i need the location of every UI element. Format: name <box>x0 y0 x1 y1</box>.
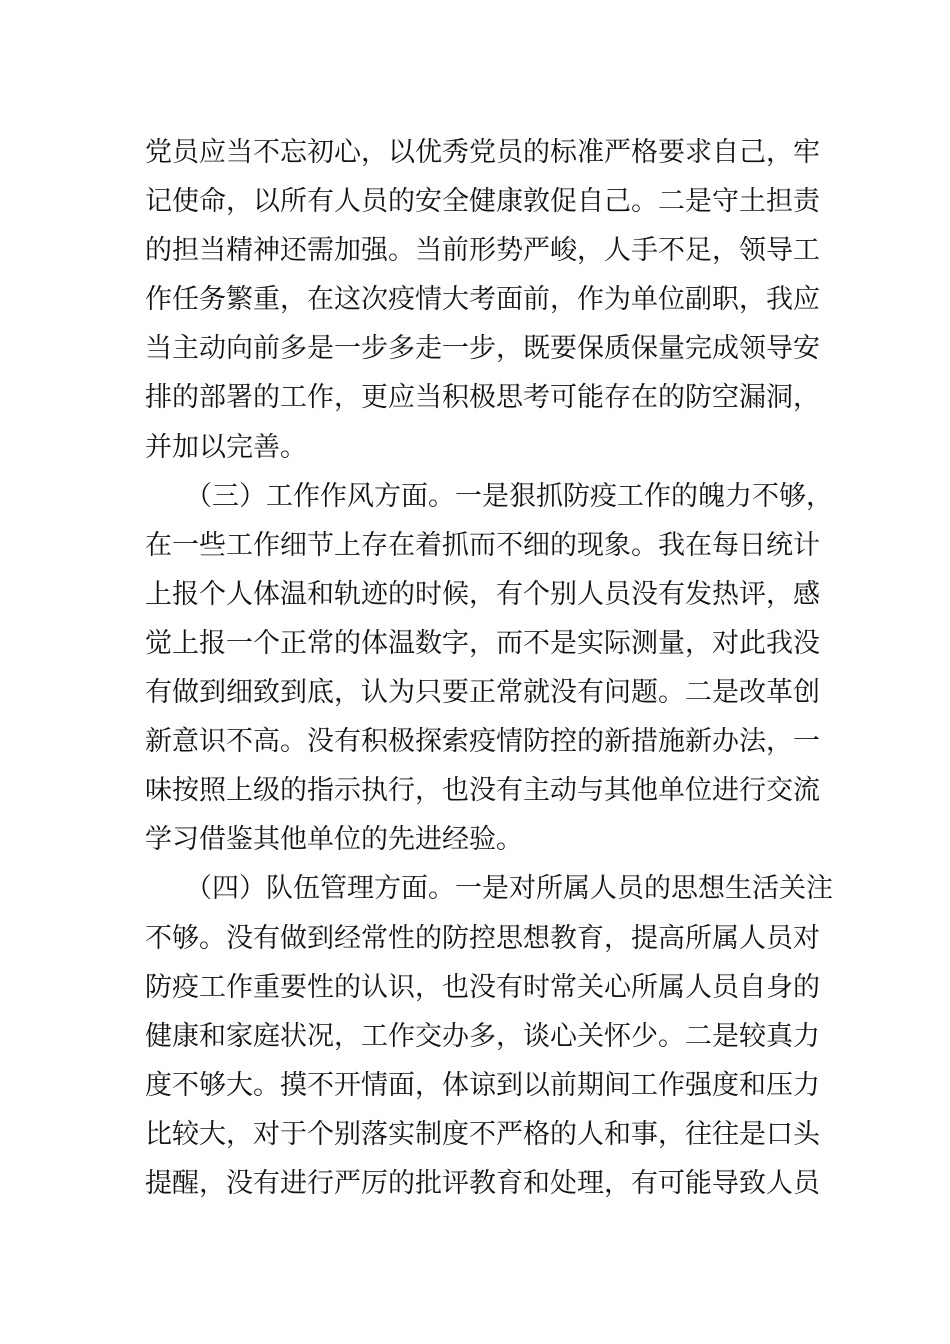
text-line: 当主动向前多是一步多走一步，既要保质保量完成领导安 <box>145 333 820 365</box>
paragraph-team-management <box>145 864 833 1208</box>
text-line: 度不够大。摸不开情面，体谅到以前期间工作强度和压力 <box>145 1069 820 1101</box>
text-line: 在一些工作细节上存在着抓而不细的现象。我在每日统计 <box>145 529 820 561</box>
text-line: 学习借鉴其他单位的先进经验。 <box>145 824 523 856</box>
text-line: 健康和家庭状况，工作交办多，谈心关怀少。二是较真力 <box>145 1020 820 1052</box>
text-line: （四）队伍管理方面。一是对所属人员的思想生活关注 <box>185 873 833 905</box>
text-line: 觉上报一个正常的体温数字，而不是实际测量，对此我没 <box>145 627 820 659</box>
text-line: （三）工作作风方面。一是狠抓防疫工作的魄力不够， <box>185 480 833 512</box>
text-line: 比较大，对于个别落实制度不严格的人和事，往往是口头 <box>145 1118 820 1150</box>
text-line: 提醒，没有进行严厉的批评教育和处理，有可能导致人员 <box>145 1167 820 1199</box>
text-line: 有做到细致到底，认为只要正常就没有问题。二是改革创 <box>145 677 820 709</box>
text-line: 新意识不高。没有积极探索疫情防控的新措施新办法，一 <box>145 726 820 758</box>
text-line: 上报个人体温和轨迹的时候，有个别人员没有发热评，感 <box>145 578 820 610</box>
text-line: 记使命，以所有人员的安全健康敦促自己。二是守土担责 <box>145 186 820 218</box>
text-line: 味按照上级的指示执行，也没有主动与其他单位进行交流 <box>145 775 820 807</box>
text-line: 不够。没有做到经常性的防控思想教育，提高所属人员对 <box>145 922 820 954</box>
paragraph-work-style <box>145 472 833 865</box>
text-line: 的担当精神还需加强。当前形势严峻，人手不足，领导工 <box>145 235 820 267</box>
document-body <box>145 128 833 1208</box>
text-line: 并加以完善。 <box>145 431 307 463</box>
text-line: 党员应当不忘初心，以优秀党员的标准严格要求自己，牢 <box>145 137 820 168</box>
paragraph-continuation <box>145 128 820 472</box>
text-line: 防疫工作重要性的认识，也没有时常关心所属人员自身的 <box>145 971 820 1003</box>
text-line: 排的部署的工作，更应当积极思考可能存在的防空漏洞， <box>145 382 820 414</box>
text-line: 作任务繁重，在这次疫情大考面前，作为单位副职，我应 <box>145 284 820 316</box>
